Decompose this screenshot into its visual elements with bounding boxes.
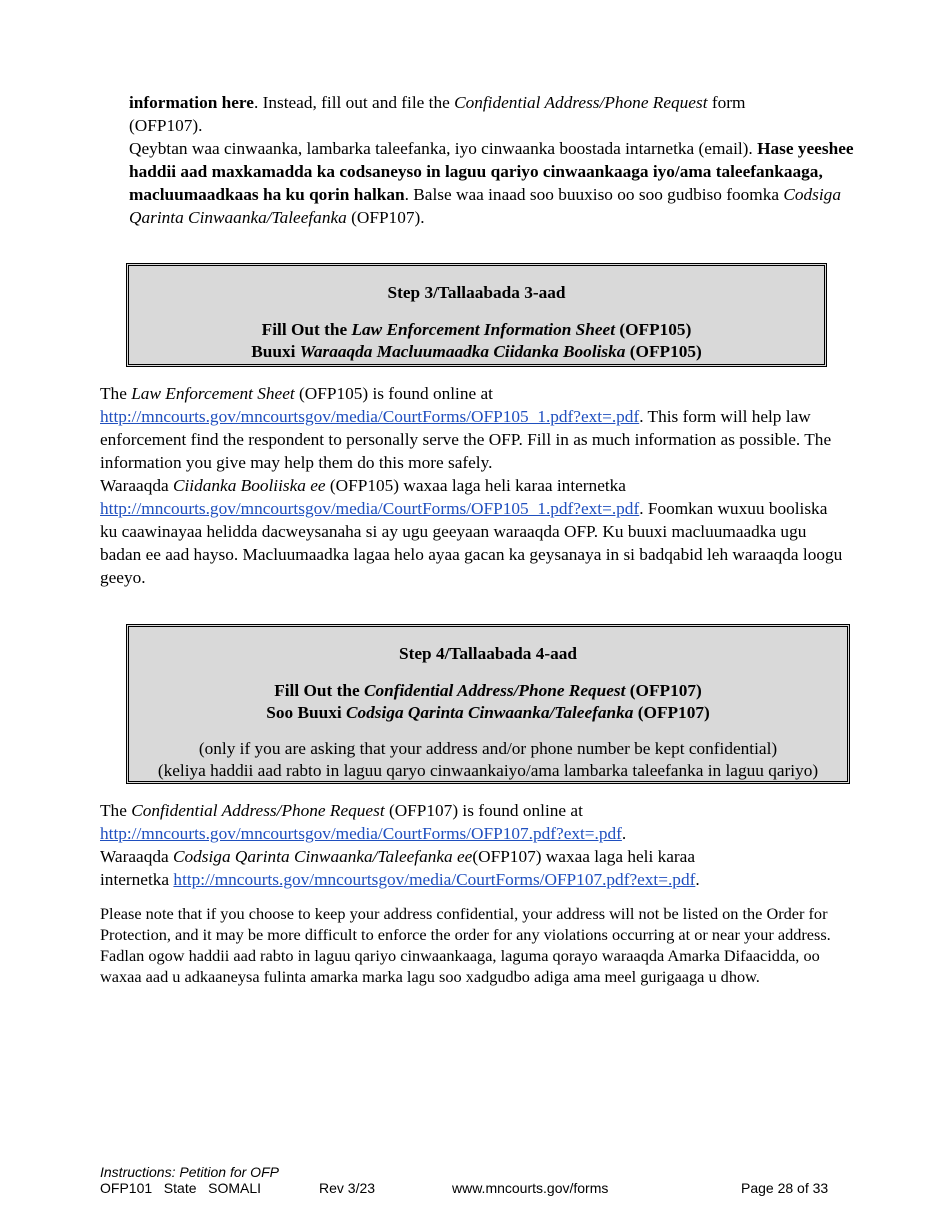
footer-form-code: OFP101 State SOMALI [100,1180,262,1196]
footer-revision: Rev 3/23 [319,1180,376,1196]
intro-form-code: (OFP107). [129,116,203,135]
section-4-somali [100,845,845,891]
sec3-so-form: Ciidanka Booliiska ee [172,476,326,495]
page-footer [100,1164,840,1196]
intro-somali-bold: Hase yeeshee haddii aad maxkamadda ka codsaneyso in laguu qariyo cinwaankaaga iyo/ama taleefankaaga, macluumaadkaas ha ku qorin halkan [129,139,854,204]
sec4-c: . [621,824,627,843]
sec4-form-name: Confidential Address/Phone Request [131,801,385,820]
footer-title: Instructions: Petition for OFP [100,1164,279,1180]
section-3-somali [100,474,845,589]
ofp107-link-somali[interactable]: http://mncourts.gov/mncourtsgov/media/CourtForms/OFP107.pdf?ext=.pdf [173,870,696,889]
sec4-b: (OFP107) is found online at [384,801,583,820]
intro-form-name: Confidential Address/Phone Request [454,93,708,112]
step-4-note-english: (only if you are asking that your address and/or phone number be kept confidential) [198,739,778,758]
sec3-so-c: . Foomkan wuxuu booliska ku caawinayaa helidda dacweysanaha si ay ugu geeyaan waraaqda OFP. Ku buuxi macluumaadka ugu badan ee aad hayso. Macluumaadka lagaa helo ayaa gacan ka geysanaya in si badqabid leh waraaqda loogu geeyo. [100,499,843,587]
step-4-l2-a: Soo Buuxi [266,703,346,722]
intro-somali-end: (OFP107). [346,208,425,227]
step-4-l2-form: Codsiga Qarinta Cinwaanka/Taleefanka [345,703,634,722]
footer-page-number: Page 28 of 33 [741,1180,829,1196]
step-4-l1-a: Fill Out the [274,681,364,700]
step-3-l1-code: (OFP105) [615,320,692,339]
step-3-l2-code: (OFP105) [625,342,702,361]
step-3-l1-form: Law Enforcement Information Sheet [351,320,616,339]
ofp107-link[interactable]: http://mncourts.gov/mncourtsgov/media/CourtForms/OFP107.pdf?ext=.pdf [100,824,622,843]
step-3-l1-a: Fill Out the [261,320,352,339]
intro-text-end: form [707,93,746,112]
step-3-line-2 [129,341,824,363]
intro-somali-form-name: Codsiga Qarinta Cinwaanka/Taleefanka [129,185,841,227]
step-4-l1-form: Confidential Address/Phone Request [363,681,626,700]
section-3-english [100,382,845,474]
step-4-line-1 [129,680,847,702]
sec4-so-form: Codsiga Qarinta Cinwaanka/Taleefanka ee [172,847,473,866]
sec3-so-a: Waraaqda [100,476,173,495]
sec4-so-a: Waraaqda [100,847,173,866]
step-3-line-1 [129,319,824,341]
sec4-so-d: . [695,870,700,889]
sec3-c: . This form will help law enforcement find the respondent to personally serve the OFP. Fill in as much information as possible. The information you give may help them do this more safely. [100,407,832,472]
step-4-note-somali: (keliya haddii aad rabto in laguu qaryo cinwaankaiyo/ama lambarka taleefanka in laguu qariyo) [157,761,819,780]
step-4-line-2 [129,702,847,724]
intro-text: . Instead, fill out and file the [253,93,455,112]
intro-english [129,91,854,137]
step-4-l2-code: (OFP107) [633,703,710,722]
intro-paragraph [129,91,854,229]
step-4-title: Step 4/Tallaabada 4-aad [399,644,577,663]
intro-bold: information here [129,93,254,112]
sec3-so-b: (OFP105) waxaa laga heli karaa internetka [325,476,626,495]
step-3-box [126,263,827,367]
step-3-l2-form: Waraaqda Macluumaadka Ciidanka Booliska [299,342,626,361]
section-4-text [100,799,845,891]
ofp105-link-somali[interactable]: http://mncourts.gov/mncourtsgov/media/CourtForms/OFP105_1.pdf?ext=.pdf [100,499,640,518]
intro-somali [129,137,854,229]
step-3-l2-a: Buuxi [251,342,300,361]
note-english: Please note that if you choose to keep your address confidential, your address will not be listed on the Order for Protection, and it may be more difficult to enforce the order for any violations occurring at or near your address. [100,904,831,944]
step-4-box [126,624,850,784]
sec4-so-b: (OFP107) waxaa laga heli karaa [472,847,695,866]
footer-url: www.mncourts.gov/forms [452,1180,609,1196]
step-3-title: Step 3/Tallaabada 3-aad [387,283,566,302]
ofp105-link[interactable]: http://mncourts.gov/mncourtsgov/media/CourtForms/OFP105_1.pdf?ext=.pdf [100,407,640,426]
sec3-b: (OFP105) is found online at [294,384,493,403]
note-somali: Fadlan ogow haddii aad rabto in laguu qariyo cinwaankaaga, laguma qorayo waraaqda Amarka Difaacidda, oo waxaa aad u adkaaneysa fulinta amarka marka lagu soo xadgudbo adiga ama meel gurigaaga u dhow. [100,946,820,986]
sec3-a: The [100,384,132,403]
sec3-form-name: Law Enforcement Sheet [131,384,295,403]
intro-somali-text: Qeybtan waa cinwaanka, lambarka taleefanka, iyo cinwaanka boostada intarnetka (email). [129,139,758,158]
sec4-a: The [100,801,132,820]
section-4-english [100,799,845,845]
confidentiality-note [100,903,848,987]
sec4-so-c: internetka [100,870,174,889]
step-4-l1-code: (OFP107) [625,681,702,700]
section-3-text [100,382,845,589]
intro-somali-text-2: . Balse waa inaad soo buuxiso oo soo gudbiso foomka [404,185,784,204]
